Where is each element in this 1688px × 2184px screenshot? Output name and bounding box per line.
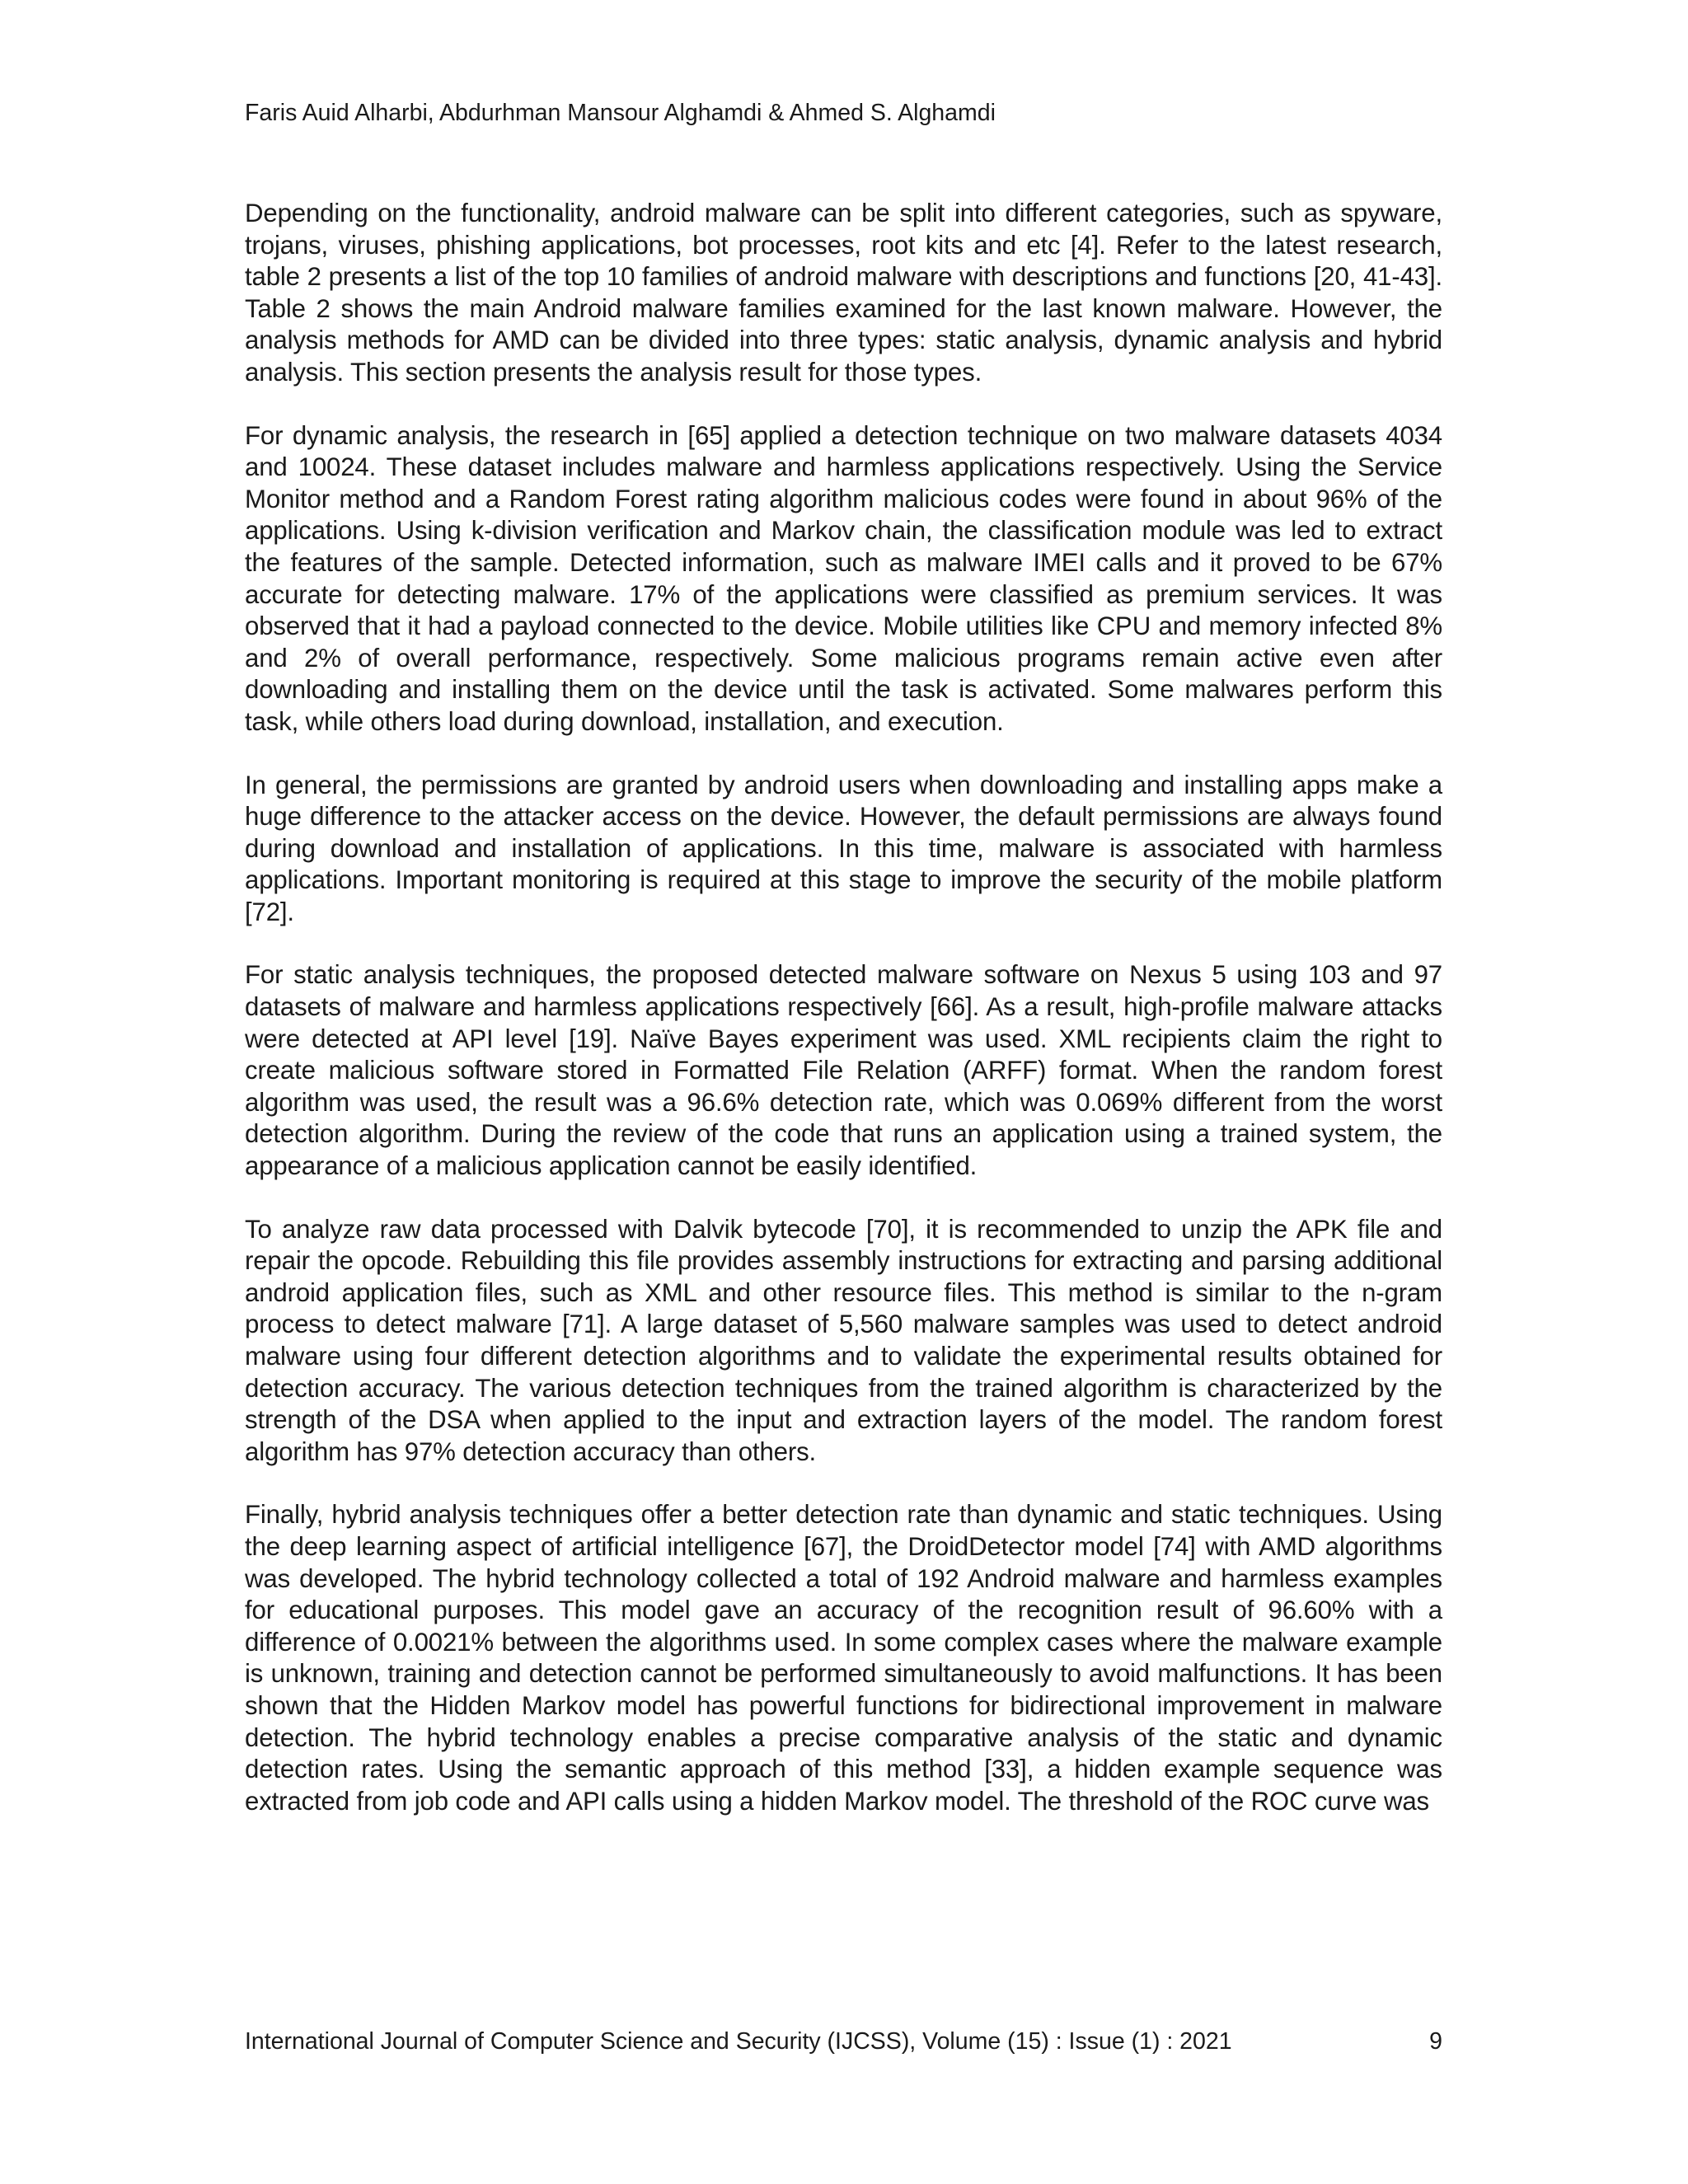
page-footer xyxy=(245,2025,1442,2058)
page-number: 9 xyxy=(1429,2028,1442,2055)
running-header-authors: Faris Auid Alharbi, Abdurhman Mansour Alghamdi & Ahmed S. Alghamdi xyxy=(245,100,996,126)
paragraph-hybrid-analysis: Finally, hybrid analysis techniques offer a better detection rate than dynamic and static techniques. Using the deep learning aspect of artificial intelligence [67], the DroidDetector model [74] with AMD algorithms was developed. The hybrid technology collected a total of 192 Android malware and harmless examples for educational purposes. This model gave an accuracy of the recognition result of 96.60% with a difference of 0.0021% between the algorithms used. In some complex cases where the malware example is unknown, training and detection cannot be performed simultaneously to avoid malfunctions. It has been shown that the Hidden Markov model has powerful functions for bidirectional improvement in malware detection. The hybrid technology enables a precise comparative analysis of the static and dynamic detection rates. Using the semantic approach of this method [33], a hidden example sequence was extracted from job code and API calls using a hidden Markov model. The threshold of the ROC curve was xyxy=(245,1500,1442,1816)
paragraph-dynamic-analysis: For dynamic analysis, the research in [65] applied a detection technique on two malware datasets 4034 and 10024. These dataset includes malware and harmless applications respectively. Using the Service Monitor method and a Random Forest rating algorithm malicious codes were found in about 96% of the applications. Using k-division verification and Markov chain, the classification module was led to extract the features of the sample. Detected information, such as malware IMEI calls and it proved to be 67% accurate for detecting malware. 17% of the applications were classified as premium services. It was observed that it had a payload connected to the device. Mobile utilities like CPU and memory infected 8% and 2% of overall performance, respectively. Some malicious programs remain active even after downloading and installing them on the device until the task is activated. Some malwares perform this task, while others load during download, installation, and execution. xyxy=(245,420,1442,736)
paragraph-malware-categories: Depending on the functionality, android malware can be split into different categories, such as spyware, trojans, viruses, phishing applications, bot processes, root kits and etc [4]. Refer to the latest research, table 2 presents a list of the top 10 families of android malware with descriptions and functions [20, 41-43]. Table 2 shows the main Android malware families examined for the last known malware. However, the analysis methods for AMD can be divided into three types: static analysis, dynamic analysis and hybrid analysis. This section presents the analysis result for those types. xyxy=(245,199,1442,387)
paragraph-permissions: In general, the permissions are granted by android users when downloading and installing apps make a huge difference to the attacker access on the device. However, the default permissions are always found during download and installation of applications. In this time, malware is associated with harmless applications. Important monitoring is required at this stage to improve the security of the mobile platform [72]. xyxy=(245,770,1442,926)
paragraph-static-analysis: For static analysis techniques, the proposed detected malware software on Nexus 5 using 103 and 97 datasets of malware and harmless applications respectively [66]. As a result, high-profile malware attacks were detected at API level [19]. Naïve Bayes experiment was used. XML recipients claim the right to create malicious software stored in Formatted File Relation (ARFF) format. When the random forest algorithm was used, the result was a 96.6% detection rate, which was 0.069% different from the worst detection algorithm. During the review of the code that runs an application using a trained system, the appearance of a malicious application cannot be easily identified. xyxy=(245,960,1442,1181)
body-text xyxy=(245,198,1442,1849)
footer-journal-citation: International Journal of Computer Science and Security (IJCSS), Volume (15) : Issue (1) : 2021 xyxy=(245,2028,1232,2055)
paragraph-dalvik-bytecode: To analyze raw data processed with Dalvik bytecode [70], it is recommended to unzip the APK file and repair the opcode. Rebuilding this file provides assembly instructions for extracting and parsing additional android application files, such as XML and other resource files. This method is similar to the n-gram process to detect malware [71]. A large dataset of 5,560 malware samples was used to detect android malware using four different detection algorithms and to validate the experimental results obtained for detection accuracy. The various detection techniques from the trained algorithm is characterized by the strength of the DSA when applied to the input and extraction layers of the model. The random forest algorithm has 97% detection accuracy than others. xyxy=(245,1214,1442,1466)
